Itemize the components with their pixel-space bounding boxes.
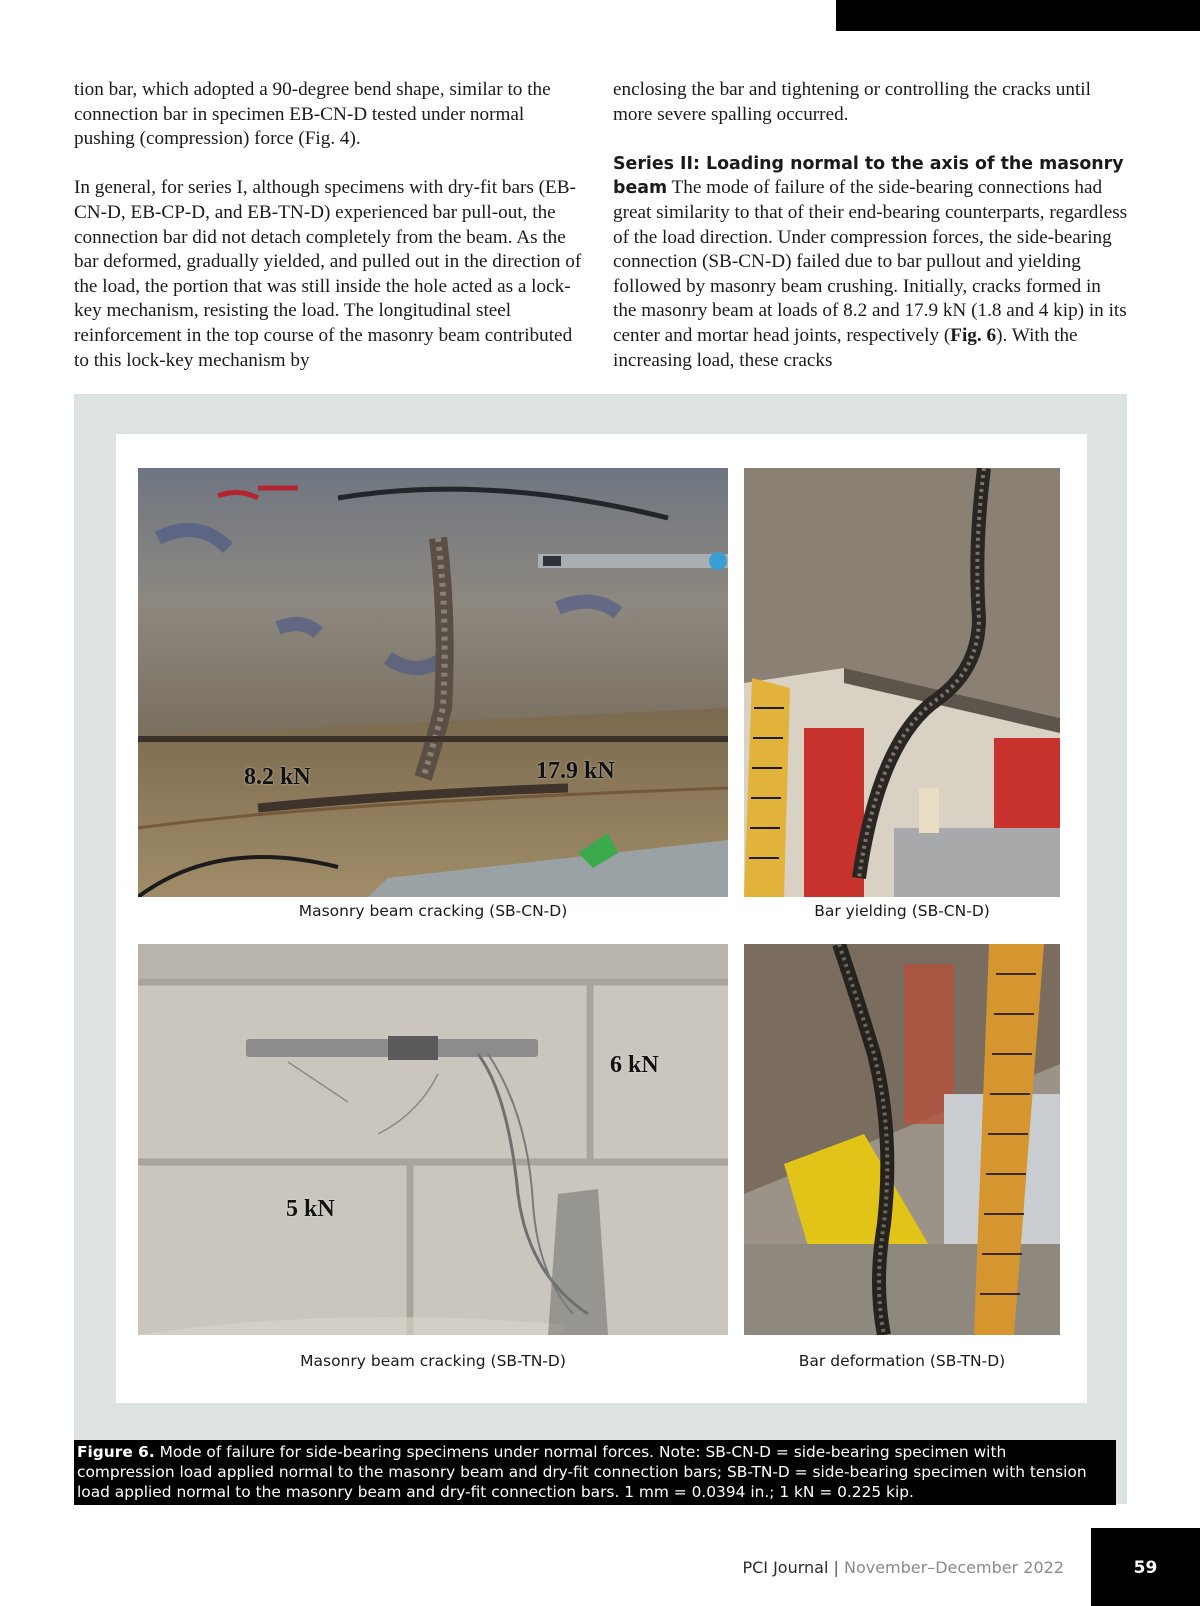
figure-caption xyxy=(74,1440,1116,1505)
photo-image xyxy=(744,944,1060,1335)
photo-caption: Bar deformation (SB-TN-D) xyxy=(798,1352,1006,1370)
right-paragraph-1: enclosing the bar and tightening or controlling the cracks until more severe spalling occurred. xyxy=(613,79,1091,125)
load-label: 8.2 kN xyxy=(244,764,311,790)
figure-caption-label: Figure 6. xyxy=(77,1443,155,1461)
right-paragraph-2 xyxy=(613,152,1128,373)
photo-caption: Masonry beam cracking (SB-CN-D) xyxy=(298,902,568,920)
figure-reference-link[interactable]: Fig. 6 xyxy=(950,324,997,346)
photo-masonry-cracking-sb-tn-d xyxy=(138,944,728,1335)
left-paragraph-2: In general, for series I, although specimens with dry-fit bars (EB-CN-D, EB-CP-D, and EB-TN-D) experienced bar pull-out, the connection bar did not detach completely from the beam. As the bar deformed, gradually yielded, and pulled out in the direction of the load, the portion that was still inside the hole acted as a lock-key mechanism, resisting the load. The longitudinal steel reinforcement in the top course of the masonry beam contributed to this lock-key mechanism by xyxy=(74,177,582,371)
photo-bar-deformation-sb-tn-d xyxy=(744,944,1060,1335)
footer-separator: | xyxy=(833,1558,839,1577)
header-black-bar xyxy=(836,0,1200,31)
load-label: 17.9 kN xyxy=(536,758,615,784)
left-column xyxy=(74,78,586,373)
photo-caption: Bar yielding (SB-CN-D) xyxy=(814,902,990,920)
photo-image xyxy=(138,944,728,1335)
left-paragraph-1: tion bar, which adopted a 90-degree bend shape, similar to the connection bar in specimen EB-CN-D tested under normal pushing (compression) force (Fig. 4). xyxy=(74,79,551,150)
load-label: 6 kN xyxy=(610,1052,659,1078)
right-column xyxy=(613,78,1128,373)
figure-panel xyxy=(74,394,1127,1504)
photo-caption: Masonry beam cracking (SB-TN-D) xyxy=(300,1352,566,1370)
photo-masonry-cracking-sb-cn-d xyxy=(138,468,728,897)
paragraph-text-part1: The mode of failure of the side-bearing connections had great similarity to that of their end-bearing counterparts, regardless of the load direction. Under compression forces, the side-bearing connection (SB-CN-D) failed due to bar pullout and yielding followed by masonry beam crushing. Initially, cracks formed in the masonry beam at loads of 8.2 and 17.9 kN (1.8 and 4 kip) in its center and mortar head joints, respectively ( xyxy=(613,177,1128,346)
paragraph-text-part2: ). With the increasing load, these cracks xyxy=(613,324,1078,371)
section-heading: Series II: Loading normal to the axis of the masonry beam xyxy=(613,153,1124,199)
figure-caption-text: Mode of failure for side-bearing specimens under normal forces. Note: SB-CN-D = side-bearing specimen with compression load applied normal to the masonry beam and dry-fit connection bars; SB-TN-D = side-bearing specimen with tension load applied normal to the masonry beam and dry-fit connection bars. 1 mm = 0.0394 in.; 1 kN = 0.225 kip. xyxy=(77,1443,1087,1501)
figure-photo-grid xyxy=(116,434,1087,1403)
issue-date: November–December 2022 xyxy=(843,1558,1064,1577)
photo-bar-yielding-sb-cn-d xyxy=(744,468,1060,897)
page-number: 59 xyxy=(1133,1558,1158,1578)
footer-journal-info xyxy=(742,1558,1064,1577)
page-number-box xyxy=(1091,1528,1200,1606)
journal-name: PCI Journal xyxy=(742,1558,829,1577)
load-label: 5 kN xyxy=(286,1196,335,1222)
photo-image xyxy=(744,468,1060,897)
photo-image xyxy=(138,468,728,897)
